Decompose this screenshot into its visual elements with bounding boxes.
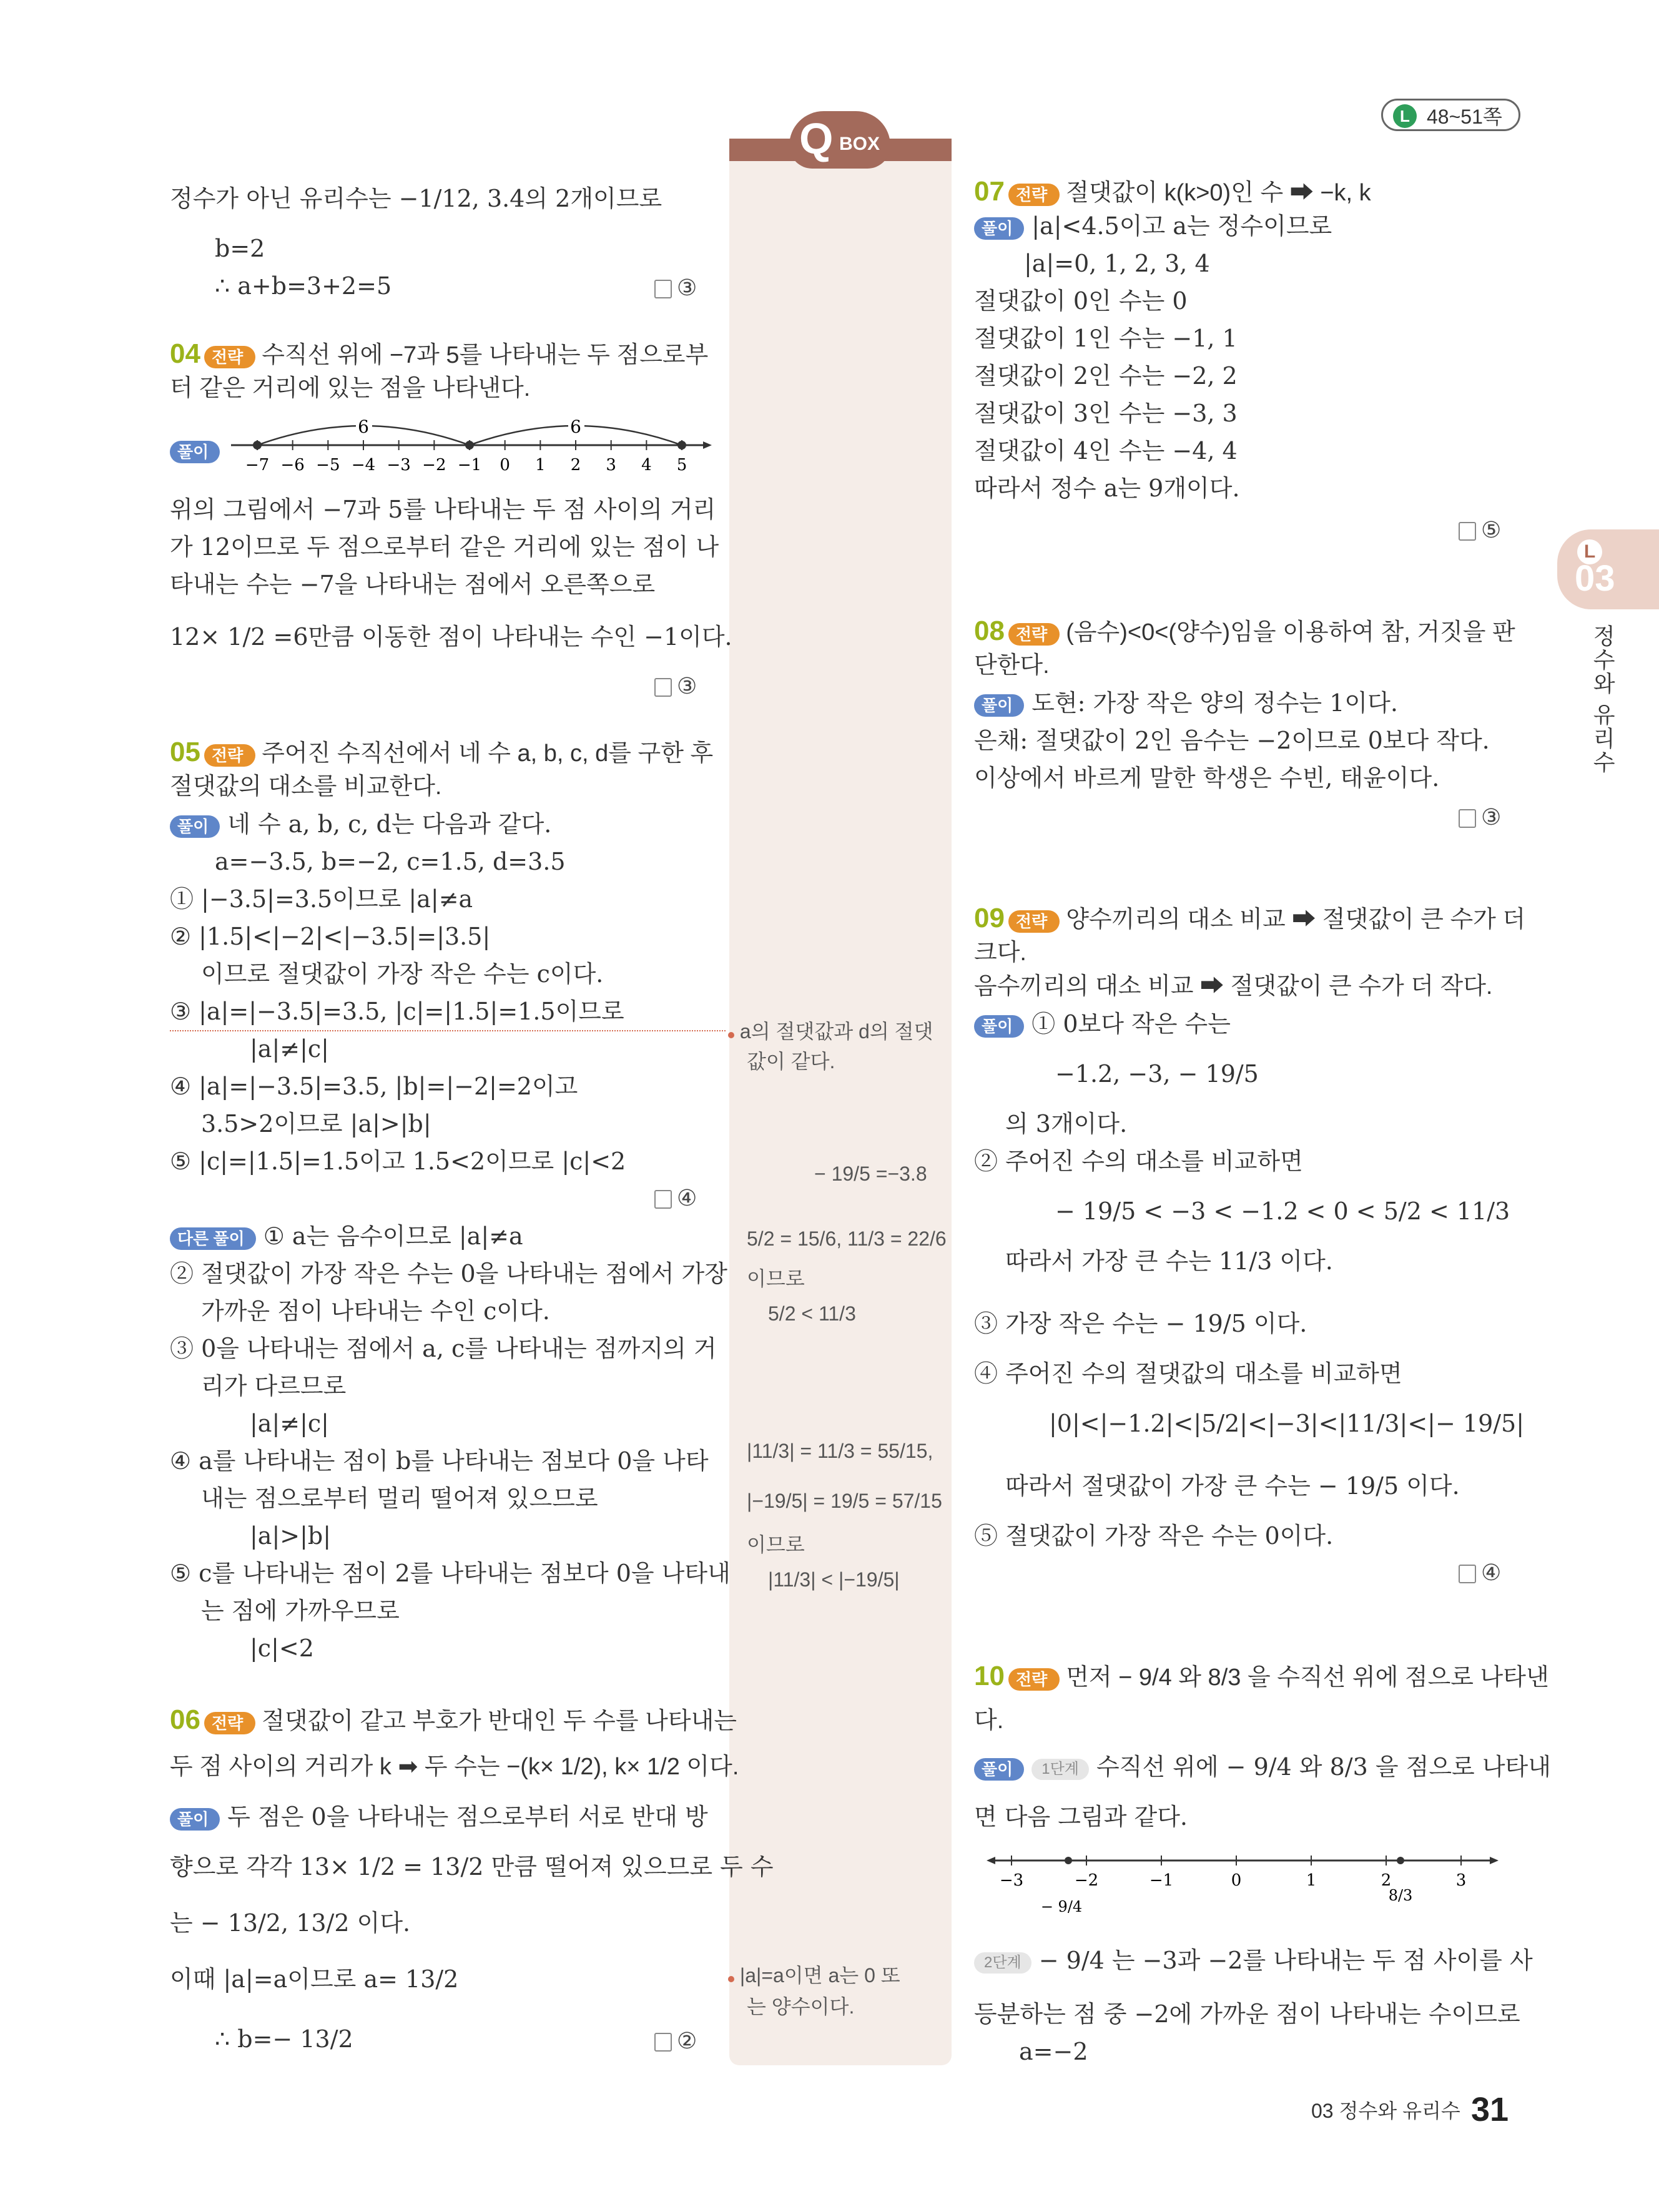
page-range-text: 48~51쪽: [1427, 106, 1502, 128]
p10-line-5: a=−2: [1019, 2038, 1088, 2065]
problem-number: 04: [170, 338, 200, 369]
qbox-note-5: |a|=a이면 a는 0 또: [728, 1960, 900, 1990]
tick-label: −4: [351, 456, 376, 474]
answer-icon: [1459, 809, 1476, 828]
p05-alt-3: ③ 0을 나타내는 점에서 a, c를 나타내는 점까지의 거: [170, 1335, 717, 1362]
tick-label: 4: [641, 456, 652, 474]
p05-line-7: ④ |a|=|−3.5|=3.5, |b|=|−2|=2이고: [170, 1073, 578, 1100]
p05-line-1: a=−3.5, b=−2, c=1.5, d=3.5: [215, 848, 566, 875]
answer-icon: [654, 1190, 672, 1209]
qbox-note-3: 5/2 = 15/6, 11/3 = 22/6: [747, 1227, 947, 1250]
qbox-note-1: a의 절댓값과 d의 절댓: [728, 1016, 933, 1046]
point-a-label: − 9/4: [1040, 1898, 1083, 1915]
p04-text-4: 12× 1/2 =6만큼 이동한 점이 나타내는 수인 −1이다.: [170, 623, 732, 651]
strategy-tag: 전략: [1008, 623, 1060, 646]
p05-alt-8: |a|>|b|: [250, 1522, 332, 1550]
p05-line-4: 이므로 절댓값이 가장 작은 수는 c이다.: [201, 960, 604, 988]
qbox-column: [729, 142, 952, 2065]
tick-label: −6: [280, 456, 305, 474]
p05-alt-6: ④ a를 나타내는 점이 b를 나타내는 점보다 0을 나타: [170, 1447, 709, 1475]
problem-number: 08: [974, 616, 1005, 646]
strategy-text: 주어진 수직선에서 네 수 a, b, c, d를 구한 후: [262, 740, 714, 767]
tick-label: −1: [457, 456, 482, 474]
tick-label: 5: [676, 456, 687, 474]
answer-icon: [654, 2033, 672, 2052]
strategy-text: 양수끼리의 대소 비교 ➡ 절댓값이 큰 수가 더: [1066, 907, 1526, 933]
qbox-note-3c: 5/2 < 11/3: [768, 1302, 856, 1325]
tick-label: 0: [1231, 1871, 1242, 1890]
strategy-text: 절댓값이 k(k>0)인 수 ➡ −k, k: [1066, 180, 1371, 206]
problem-06-strategy-2: 두 점 사이의 거리가 k ➡ 두 수는 −(k× 1/2), k× 1/2 이다.: [170, 1754, 739, 1780]
number-line-04: [231, 409, 718, 478]
p09-line-0: 풀이 ① 0보다 작은 수는: [974, 1005, 1231, 1043]
chapter-number: 03: [1575, 558, 1615, 599]
p07-line-4: 절댓값이 2인 수는 −2, 2: [974, 362, 1238, 390]
p05-line-3: ② |1.5|<|−2|<|−3.5|=|3.5|: [170, 923, 491, 950]
tick-label: −2: [422, 456, 446, 474]
p09-line-9: 따라서 절댓값이 가장 큰 수는 − 19/5 이다.: [1005, 1472, 1460, 1500]
p05-line-5: ③ |a|=|−3.5|=3.5, |c|=|1.5|=1.5이므로: [170, 998, 624, 1025]
arc-label-left: 6: [358, 416, 369, 437]
p05-line-9: ⑤ |c|=|1.5|=1.5이고 1.5<2이므로 |c|<2: [170, 1148, 626, 1175]
p05-line-8: 3.5>2이므로 |a|>|b|: [201, 1110, 431, 1138]
p09-line-1: −1.2, −3, − 19/5: [1055, 1060, 1259, 1088]
p05-line-0: 풀이 네 수 a, b, c, d는 다음과 같다.: [170, 805, 551, 843]
p09-line-6: ③ 가장 작은 수는 − 19/5 이다.: [974, 1310, 1307, 1337]
answer-05: ④: [654, 1180, 697, 1216]
tick-label: 2: [570, 456, 581, 474]
p04-text-1: 위의 그림에서 −7과 5를 나타내는 두 점 사이의 거리: [170, 496, 716, 523]
p07-line-3: 절댓값이 1인 수는 −1, 1: [974, 325, 1238, 352]
p07-line-0: 풀이 |a|<4.5이고 a는 정수이므로: [974, 207, 1332, 245]
qbox-note-4b: |−19/5| = 19/5 = 57/15: [747, 1490, 942, 1512]
problem-04-strategy-2: 터 같은 거리에 있는 점을 나타낸다.: [170, 375, 531, 401]
problem-09-strategy-2: 크다.: [974, 940, 1026, 966]
p06-line-1: 풀이 두 점은 0을 나타내는 점으로부터 서로 반대 방: [170, 1798, 708, 1836]
tick-label: 0: [500, 456, 510, 474]
tick-label: 1: [535, 456, 546, 474]
problem-number: 07: [974, 176, 1005, 207]
lesson-icon: L: [1393, 104, 1417, 128]
tick-label: 2: [1381, 1871, 1392, 1890]
p05-line-2: ① |−3.5|=3.5이므로 |a|≠a: [170, 885, 473, 913]
strategy-text: 절댓값이 같고 부호가 반대인 두 수를 나타내는: [262, 1708, 737, 1734]
strategy-tag: 전략: [1008, 1668, 1060, 1691]
p06-line-2: 향으로 각각 13× 1/2 = 13/2 만큼 떨어져 있으므로 두 수: [170, 1853, 774, 1880]
qbox-note-1b: 값이 같다.: [747, 1050, 835, 1073]
p09-line-3: ② 주어진 수의 대소를 비교하면: [974, 1148, 1303, 1175]
p05-alt-10: 는 점에 가까우므로: [201, 1597, 400, 1625]
tick-label: −3: [386, 456, 411, 474]
problem-number: 06: [170, 1704, 200, 1735]
qbox-note-5b: 는 양수이다.: [747, 1995, 855, 2018]
p06-line-3: 는 − 13/2, 13/2 이다.: [170, 1909, 411, 1937]
tick-label: 3: [606, 456, 616, 474]
answer-icon: [1459, 1565, 1476, 1583]
chapter-label: 정수와 유리수: [1590, 624, 1616, 775]
p05-alt-4: 리가 다르므로: [201, 1372, 347, 1400]
p05-alt-9: ⑤ c를 나타내는 점이 2를 나타내는 점보다 0을 나타내: [170, 1560, 731, 1587]
p09-line-5: 따라서 가장 큰 수는 11/3 이다.: [1005, 1247, 1333, 1275]
qbox-note-4: |11/3| = 11/3 = 55/15,: [747, 1440, 933, 1462]
top-left-line2: b=2: [215, 235, 265, 262]
problem-number: 05: [170, 737, 200, 767]
qbox-note-3b: 이므로: [747, 1267, 805, 1290]
number-line-10: [987, 1836, 1505, 1929]
strategy-tag: 전략: [204, 1712, 255, 1734]
p08-line-1: 풀이 도현: 가장 작은 양의 정수는 1이다.: [974, 684, 1398, 722]
p05-line-6: |a|≠|c|: [250, 1035, 329, 1063]
problem-05-strategy-2: 절댓값의 대소를 비교한다.: [170, 774, 442, 800]
tick-label: 1: [1306, 1871, 1317, 1890]
problem-04-sol-tag: 풀이: [170, 431, 227, 469]
answer-03: ③: [654, 270, 697, 306]
problem-09-header: [974, 897, 1525, 940]
tick-label: −3: [999, 1871, 1024, 1890]
problem-10-header: [974, 1654, 1549, 1698]
problem-10-strategy-2: 다.: [974, 1708, 1004, 1734]
page-range-badge: [1381, 99, 1520, 131]
p08-line-3: 이상에서 바르게 말한 학생은 수빈, 태윤이다.: [974, 764, 1440, 792]
strategy-text: 수직선 위에 −7과 5를 나타내는 두 점으로부: [262, 342, 709, 368]
tick-label: −1: [1149, 1871, 1174, 1890]
p10-line-2: 면 다음 그림과 같다.: [974, 1803, 1188, 1831]
p10-line-1: 풀이 1단계 수직선 위에 − 9/4 와 8/3 을 점으로 나타내: [974, 1748, 1551, 1786]
strategy-tag: 전략: [1008, 184, 1060, 206]
qbox-note-4d: |11/3| < |−19/5|: [768, 1568, 900, 1591]
problem-06-header: [170, 1698, 737, 1742]
strategy-tag: 전략: [204, 346, 255, 368]
top-left-line1: 정수가 아닌 유리수는 −1/12, 3.4의 2개이므로: [170, 185, 662, 212]
p07-line-6: 절댓값이 4인 수는 −4, 4: [974, 437, 1238, 465]
strategy-tag: 전략: [1008, 910, 1060, 933]
p04-text-2: 가 12이므로 두 점으로부터 같은 거리에 있는 점이 나: [170, 533, 719, 561]
top-left-line3: ∴ a+b=3+2=5: [215, 272, 392, 300]
p04-text-3: 타내는 수는 −7을 나타내는 점에서 오른쪽으로: [170, 571, 656, 598]
answer-09: ④: [1459, 1555, 1501, 1591]
point-b-label: 8/3: [1388, 1887, 1413, 1904]
strategy-text: 먼저 − 9/4 와 8/3 을 수직선 위에 점으로 나타낸: [1066, 1664, 1549, 1691]
p07-line-2: 절댓값이 0인 수는 0: [974, 287, 1188, 315]
chapter-tab: [1557, 529, 1659, 609]
p09-line-8: |0|<|−1.2|<|5/2|<|−3|<|11/3|<|− 19/5|: [1049, 1410, 1525, 1437]
tick-label: −7: [245, 456, 270, 474]
p05-alt-11: |c|<2: [250, 1634, 314, 1662]
qbox-header: [729, 111, 952, 161]
answer-icon: [654, 280, 672, 298]
chapter-badge: L: [1577, 539, 1602, 564]
qbox-note-4c: 이므로: [747, 1533, 805, 1556]
p10-line-3: 2단계 − 9/4 는 −3과 −2를 나타내는 두 점 사이를 사: [974, 1942, 1533, 1980]
answer-icon: [654, 678, 672, 697]
footer-page-number: 31: [1471, 2091, 1509, 2128]
p06-line-4: 이때 |a|=a이므로 a= 13/2: [170, 1965, 459, 1993]
p09-line-4: − 19/5 < −3 < −1.2 < 0 < 5/2 < 11/3: [1055, 1197, 1510, 1225]
qbox-note-2: − 19/5 =−3.8: [814, 1163, 927, 1185]
problem-08-strategy-2: 단한다.: [974, 652, 1050, 679]
p06-line-5: ∴ b=− 13/2: [215, 2025, 353, 2053]
p05-alt-0: 다른 풀이 ① a는 음수이므로 |a|≠a: [170, 1217, 523, 1256]
qbox-q-label: Q: [799, 114, 834, 163]
p10-line-4: 등분하는 점 중 −2에 가까운 점이 나타내는 수이므로: [974, 2000, 1520, 2028]
problem-08-header: [974, 609, 1515, 653]
problem-number: 10: [974, 1661, 1005, 1691]
tick-label: 3: [1455, 1871, 1467, 1890]
p08-line-2: 은채: 절댓값이 2인 음수는 −2이므로 0보다 작다.: [974, 727, 1490, 754]
tick-label: −2: [1074, 1871, 1099, 1890]
p09-line-10: ⑤ 절댓값이 가장 작은 수는 0이다.: [974, 1522, 1334, 1550]
answer-icon: [1459, 522, 1476, 541]
answer-04: ③: [654, 668, 697, 704]
p05-alt-2: 가까운 점이 나타내는 수인 c이다.: [201, 1297, 550, 1325]
strategy-text: (음수)<0<(양수)임을 이용하여 참, 거짓을 판: [1066, 619, 1515, 646]
p05-alt-1: ② 절댓값이 가장 작은 수는 0을 나타내는 점에서 가장: [170, 1260, 727, 1287]
answer-08: ③: [1459, 799, 1501, 835]
answer-07: ⑤: [1459, 512, 1501, 548]
footer-chapter: 03 정수와 유리수: [1311, 2100, 1460, 2122]
p09-line-7: ④ 주어진 수의 절댓값의 대소를 비교하면: [974, 1360, 1402, 1387]
problem-number: 09: [974, 903, 1005, 933]
strategy-tag: 전략: [204, 744, 255, 767]
tick-label: −5: [316, 456, 340, 474]
problem-09-strategy-3: 음수끼리의 대소 비교 ➡ 절댓값이 큰 수가 더 작다.: [974, 973, 1493, 1000]
answer-06: ②: [654, 2023, 697, 2059]
p05-alt-7: 내는 점으로부터 멀리 떨어져 있으므로: [201, 1485, 598, 1512]
p07-line-1: |a|=0, 1, 2, 3, 4: [1024, 250, 1210, 277]
arc-label-right: 6: [570, 416, 581, 437]
qbox-box-label: BOX: [839, 134, 880, 154]
p07-line-7: 따라서 정수 a는 9개이다.: [974, 474, 1240, 502]
p09-line-2: 의 3개이다.: [1005, 1110, 1128, 1138]
p07-line-5: 절댓값이 3인 수는 −3, 3: [974, 400, 1238, 427]
p05-alt-5: |a|≠|c|: [250, 1410, 329, 1437]
